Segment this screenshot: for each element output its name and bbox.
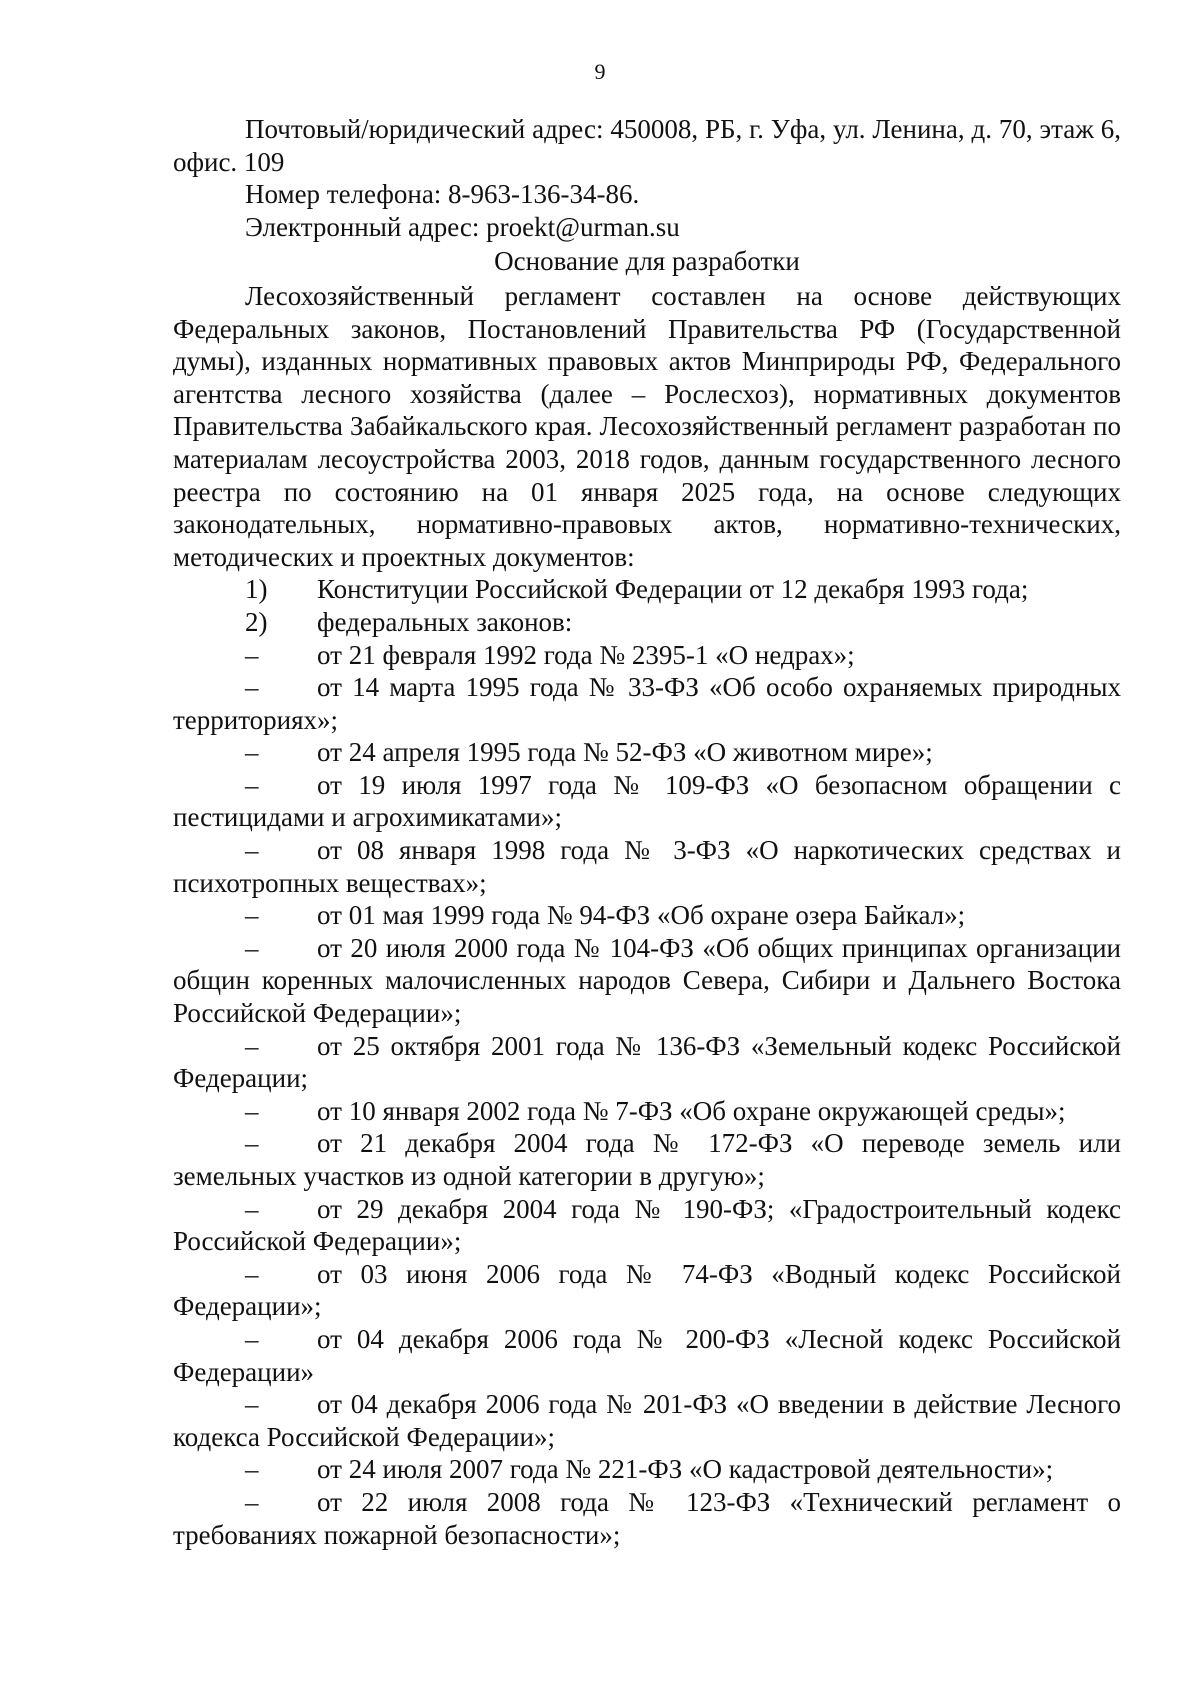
numbered-item-text: федеральных законов: (317, 606, 573, 637)
dash-marker: – (245, 1193, 259, 1224)
law-item (173, 769, 1121, 834)
dash-marker: – (245, 1030, 259, 1061)
law-item (173, 1030, 1121, 1095)
dash-marker: – (245, 769, 259, 800)
phone-number: Номер телефона: 8-963-136-34-86. (245, 179, 640, 210)
dash-marker: – (245, 1389, 259, 1420)
law-item-text: от 21 декабря 2004 года № 172-ФЗ «О переводе земель или земельных участков из одной категории в другую»; (173, 1128, 1121, 1191)
law-item-text: от 19 июля 1997 года № 109-ФЗ «О безопасном обращении с пестицидами и агрохимикатами»; (173, 769, 1121, 833)
law-item (173, 1486, 1121, 1551)
dash-marker: – (245, 932, 259, 963)
law-item-text: от 03 июня 2006 года № 74-ФЗ «Водный кодекс Российской Федерации»; (173, 1258, 1121, 1322)
law-item-text: от 24 апреля 1995 года № 52-ФЗ «О животном мире»; (317, 737, 933, 768)
law-item-text: от 04 декабря 2006 года № 200-ФЗ «Лесной кодекс Российской Федерации» (173, 1323, 1121, 1387)
dash-marker: – (245, 1128, 259, 1159)
dash-marker: – (245, 900, 259, 931)
numbered-list (173, 573, 1121, 638)
law-item-text: от 01 мая 1999 года № 94-ФЗ «Об охране озера Байкал»; (317, 900, 966, 931)
law-item-text: от 04 декабря 2006 года № 201-ФЗ «О введении в действие Лесного кодекса Российской Федерации»; (173, 1389, 1121, 1452)
numbered-item-marker: 1) (245, 574, 268, 605)
dash-marker: – (245, 1095, 259, 1126)
section-title: Основание для разработки (494, 246, 800, 277)
dash-marker: – (245, 672, 259, 703)
law-item (173, 671, 1121, 736)
law-item-text: от 08 января 1998 года № 3-ФЗ «О наркотических средствах и психотропных веществах»; (173, 835, 1121, 898)
law-item-text: от 21 февраля 1992 года № 2395-1 «О недрах»; (317, 639, 855, 670)
law-item (173, 1453, 1121, 1486)
law-item (173, 1193, 1121, 1258)
intro-paragraph: Лесохозяйственный регламент составлен на основе действующих Федеральных законов, Постановлений Правительства РФ (Государственной думы), изданных нормативных правовых актов Минприроды РФ, Федерального агентства лесного хозяйства (далее – Рослесхоз), нормативных документов Правительства Забайкальского края. Лесохозяйственный регламент разработан по материалам лесоустройства 2003, 2018 годов, данным государственного лесного реестра по состоянию на 01 января 2025 года, на основе следующих законодательных, нормативно-правовых актов, нормативно-технических, методических и проектных документов: (173, 280, 1121, 572)
document-body (173, 113, 1121, 1551)
dash-marker: – (245, 639, 259, 670)
law-item (173, 1095, 1121, 1128)
law-item-text: от 25 октября 2001 года № 136-ФЗ «Земельный кодекс Российской Федерации; (173, 1030, 1121, 1094)
postal-address: Почтовый/юридический адрес: 450008, РБ, г. Уфа, ул. Ленина, д. 70, этаж 6, офис. 109 (173, 114, 1121, 177)
dash-marker: – (245, 1258, 259, 1289)
law-item-text: от 20 июля 2000 года № 104-ФЗ «Об общих принципах организации общин коренных малочисленных народов Севера, Сибири и Дальнего Востока Российской Федерации»; (173, 932, 1121, 1029)
page-number: 9 (594, 59, 606, 84)
law-item (173, 639, 1121, 672)
numbered-item-text: Конституции Российской Федерации от 12 декабря 1993 года; (317, 574, 1029, 605)
law-item (173, 1388, 1121, 1453)
law-item-text: от 22 июля 2008 года № 123-ФЗ «Технический регламент о требованиях пожарной безопасности»; (173, 1486, 1121, 1550)
law-item (173, 899, 1121, 932)
law-list (173, 639, 1121, 1552)
law-item (173, 736, 1121, 769)
law-item-text: от 24 июля 2007 года № 221-ФЗ «О кадастровой деятельности»; (317, 1454, 1054, 1485)
law-item (173, 834, 1121, 899)
dash-marker: – (245, 737, 259, 768)
numbered-item (173, 606, 1121, 639)
law-item (173, 1323, 1121, 1388)
dash-marker: – (245, 1323, 259, 1354)
law-item-text: от 14 марта 1995 года № 33-ФЗ «Об особо охраняемых природных территориях»; (173, 672, 1121, 735)
law-item (173, 932, 1121, 1030)
law-item-text: от 29 декабря 2004 года № 190-ФЗ; «Градостроительный кодекс Российской Федерации»; (173, 1193, 1121, 1257)
numbered-item-marker: 2) (245, 606, 268, 637)
numbered-item (173, 573, 1121, 606)
dash-marker: – (245, 1486, 259, 1517)
email-address: Электронный адрес: proekt@urman.su (245, 211, 680, 242)
dash-marker: – (245, 1454, 259, 1485)
dash-marker: – (245, 835, 259, 866)
law-item (173, 1127, 1121, 1192)
law-item (173, 1258, 1121, 1323)
law-item-text: от 10 января 2002 года № 7-ФЗ «Об охране окружающей среды»; (317, 1095, 1066, 1126)
